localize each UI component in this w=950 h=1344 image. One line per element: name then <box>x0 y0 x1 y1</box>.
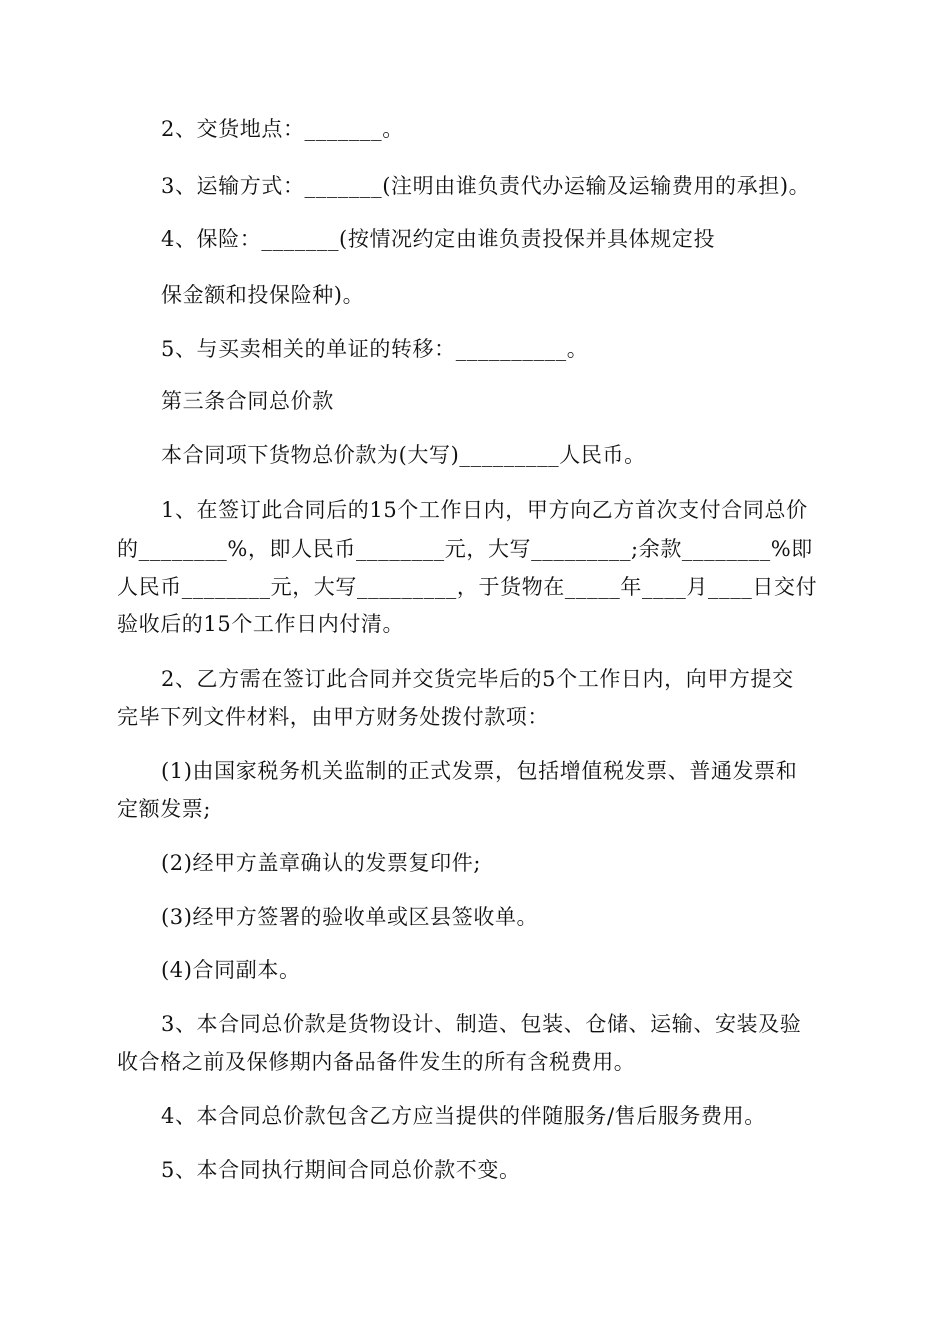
payment-clause-1-line-3: 人民币________元，大写_________，于货物在_____年____月____日交付 <box>117 575 818 599</box>
payment-clause-1-line-4: 验收后的15个工作日内付清。 <box>117 612 405 636</box>
payment-clause-2-line-2: 完毕下列文件材料，由甲方财务处拨付款项： <box>117 705 549 729</box>
document-item-4: (4)合同副本。 <box>161 958 301 982</box>
document-item-3: (3)经甲方签署的验收单或区县签收单。 <box>161 905 539 929</box>
payment-clause-2-line-1: 2、乙方需在签订此合同并交货完毕后的5个工作日内，向甲方提交 <box>161 667 794 691</box>
price-scope-clause-line-1: 3、本合同总价款是货物设计、制造、包装、仓储、运输、安装及验 <box>161 1012 802 1036</box>
article-3-heading: 第三条合同总价款 <box>161 389 334 413</box>
document-item-2: (2)经甲方盖章确认的发票复印件; <box>161 851 482 875</box>
clause-insurance: 4、保险：_______(按情况约定由谁负责投保并具体规定投 <box>161 227 716 251</box>
total-price-statement: 本合同项下货物总价款为(大写)_________人民币。 <box>161 443 646 467</box>
service-fee-clause: 4、本合同总价款包含乙方应当提供的伴随服务/售后服务费用。 <box>161 1104 766 1128</box>
document-item-1-line-1: (1)由国家税务机关监制的正式发票，包括增值税发票、普通发票和 <box>161 759 798 783</box>
clause-document-transfer: 5、与买卖相关的单证的转移：__________。 <box>161 337 589 361</box>
document-item-1-line-2: 定额发票; <box>117 797 212 821</box>
payment-clause-1-line-2: 的________%，即人民币________元，大写_________;余款________%即 <box>117 537 813 561</box>
clause-delivery-location: 2、交货地点：_______。 <box>161 117 404 141</box>
clause-insurance-continued: 保金额和投保险种)。 <box>161 283 365 307</box>
payment-clause-1-line-1: 1、在签订此合同后的15个工作日内，甲方向乙方首次支付合同总价 <box>161 498 808 522</box>
fixed-price-clause: 5、本合同执行期间合同总价款不变。 <box>161 1158 521 1182</box>
clause-transport-method: 3、运输方式：_______(注明由谁负责代办运输及运输费用的承担)。 <box>161 174 811 198</box>
price-scope-clause-line-2: 收合格之前及保修期内备品备件发生的所有含税费用。 <box>117 1050 636 1074</box>
